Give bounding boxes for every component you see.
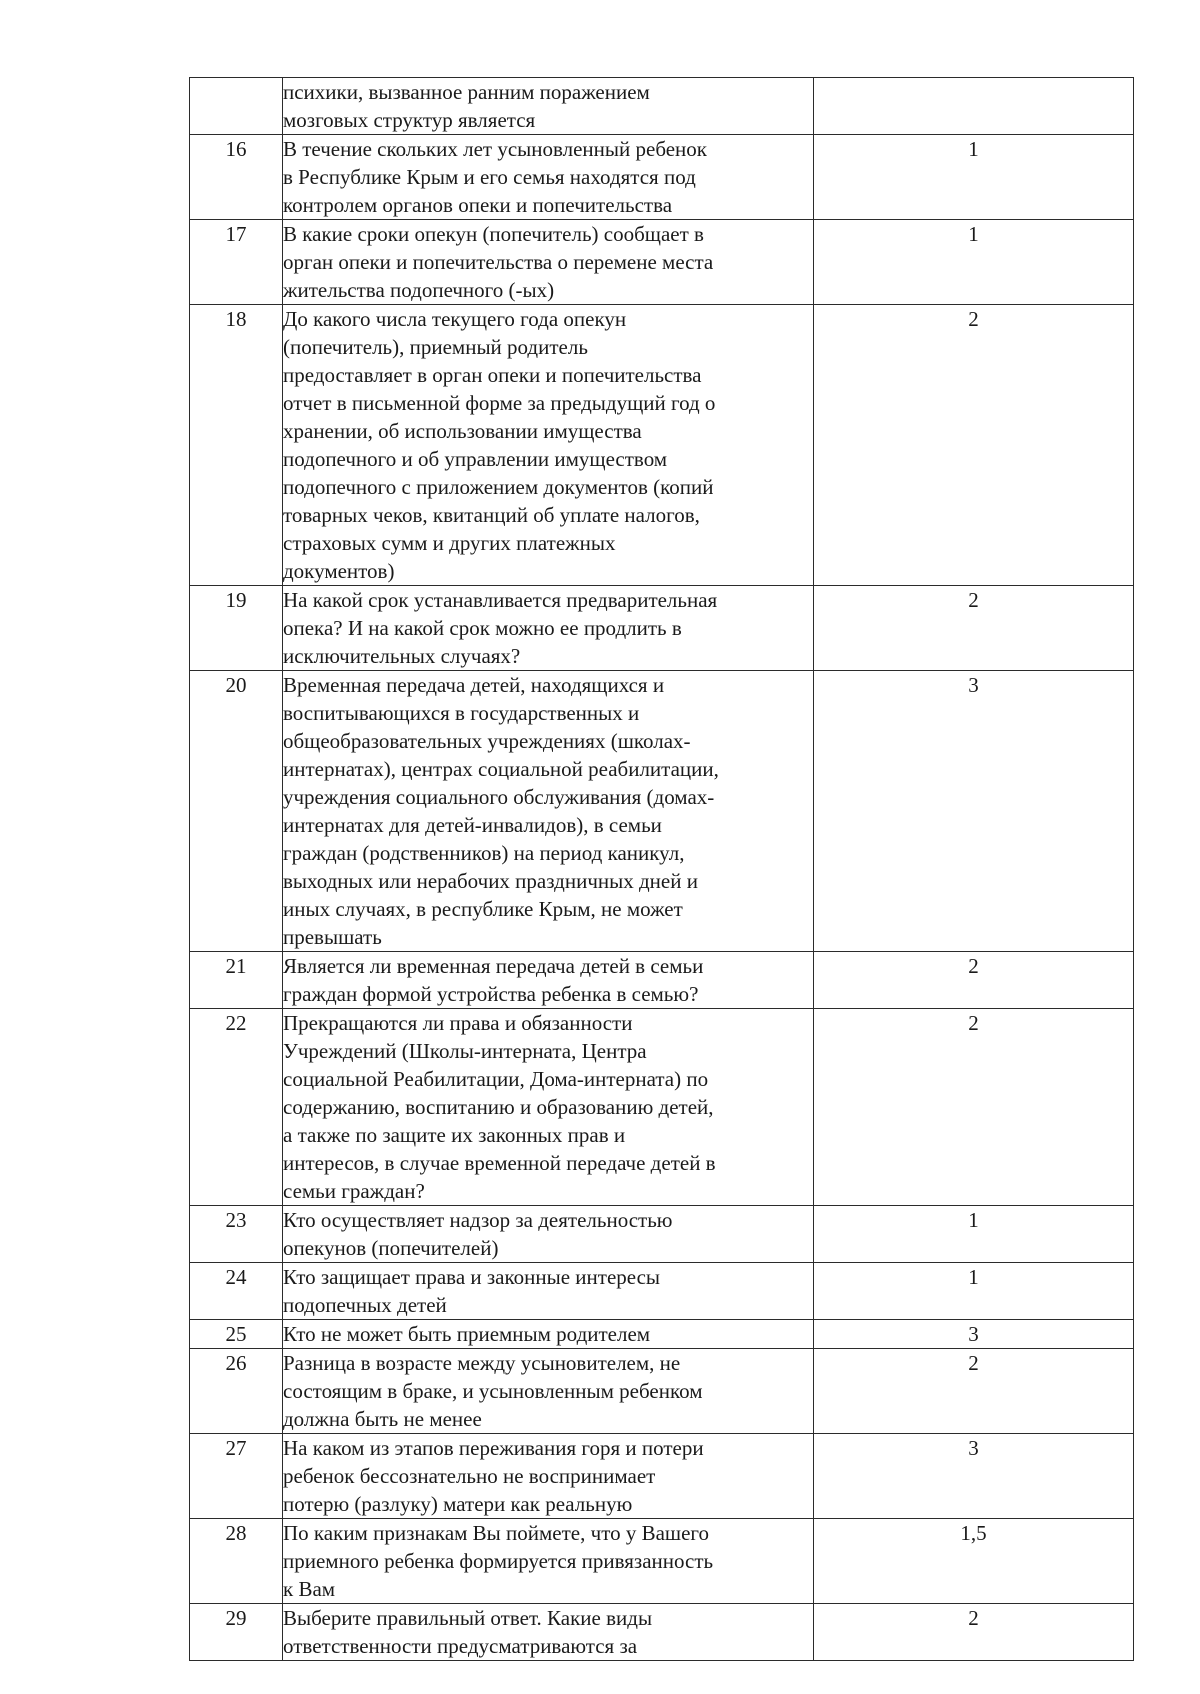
- question-number-cell: [190, 1604, 283, 1661]
- question-text-cell: [283, 1604, 814, 1661]
- question-text: Выберите правильный ответ. Какие виды ответственности предусматриваются за: [283, 1606, 653, 1658]
- points-cell: [814, 1434, 1134, 1519]
- points-value: 2: [968, 588, 979, 612]
- points-value: 2: [968, 954, 979, 978]
- table-row: [190, 1349, 1134, 1434]
- table-row: [190, 135, 1134, 220]
- table-row: [190, 1604, 1134, 1661]
- table-row: [190, 952, 1134, 1009]
- question-number-cell: [190, 586, 283, 671]
- points-cell: [814, 671, 1134, 952]
- table-row: [190, 78, 1134, 135]
- points-cell: [814, 78, 1134, 135]
- question-number: 21: [225, 954, 247, 978]
- question-number: 29: [225, 1606, 247, 1630]
- question-number: 27: [225, 1436, 247, 1460]
- points-value: 1: [968, 1265, 979, 1289]
- table-row: [190, 1009, 1134, 1206]
- question-text: Является ли временная передача детей в семьи граждан формой устройства ребенка в семью?: [283, 954, 704, 1006]
- points-cell: [814, 1519, 1134, 1604]
- points-cell: [814, 1263, 1134, 1320]
- question-number-cell: [190, 1434, 283, 1519]
- question-text: В течение скольких лет усыновленный ребенок в Республике Крым и его семья находятся под контролем органов опеки и попечительства: [283, 137, 707, 217]
- question-text: Разница в возрасте между усыновителем, не состоящим в браке, и усыновленным ребенком должна быть не менее: [283, 1351, 703, 1431]
- question-number: 25: [225, 1322, 247, 1346]
- question-text-cell: [283, 952, 814, 1009]
- question-number-cell: [190, 78, 283, 135]
- question-text: психики, вызванное ранним поражением мозговых структур является: [283, 80, 650, 132]
- question-number-cell: [190, 1009, 283, 1206]
- question-number-cell: [190, 305, 283, 586]
- points-value: 1: [968, 222, 979, 246]
- question-text-cell: [283, 586, 814, 671]
- points-value: 2: [968, 307, 979, 331]
- question-text-cell: [283, 1206, 814, 1263]
- table-row: [190, 1434, 1134, 1519]
- points-cell: [814, 1320, 1134, 1349]
- question-number-cell: [190, 671, 283, 952]
- points-cell: [814, 305, 1134, 586]
- question-number: 16: [225, 137, 247, 161]
- question-number: 26: [225, 1351, 247, 1375]
- question-text-cell: [283, 1349, 814, 1434]
- points-cell: [814, 220, 1134, 305]
- question-number-cell: [190, 135, 283, 220]
- question-text: Кто не может быть приемным родителем: [283, 1322, 651, 1346]
- table-row: [190, 1320, 1134, 1349]
- question-number-cell: [190, 1349, 283, 1434]
- points-cell: [814, 1349, 1134, 1434]
- points-cell: [814, 1009, 1134, 1206]
- question-number-cell: [190, 220, 283, 305]
- table-row: [190, 1519, 1134, 1604]
- question-number-cell: [190, 1263, 283, 1320]
- points-value: 3: [968, 1322, 979, 1346]
- question-text: По каким признакам Вы поймете, что у Вашего приемного ребенка формируется привязанность к Вам: [283, 1521, 714, 1601]
- question-text-cell: [283, 1263, 814, 1320]
- points-cell: [814, 135, 1134, 220]
- question-text-cell: [283, 671, 814, 952]
- question-number: 17: [225, 222, 247, 246]
- question-number: 23: [225, 1208, 247, 1232]
- question-text-cell: [283, 1519, 814, 1604]
- question-number: 24: [225, 1265, 247, 1289]
- question-text: Временная передача детей, находящихся и воспитывающихся в государственных и общеобразовательных учреждениях (школах- интернатах), центрах социальной реабилитации, учреждения социального обслуживания (домах- интернатах для детей-инвалидов), в семьи граждан (родственников) на период каникул, выходных или нерабочих праздничных дней и иных случаях, в республике Крым, не может превышать: [283, 673, 719, 949]
- question-text-cell: [283, 220, 814, 305]
- question-number-cell: [190, 1320, 283, 1349]
- points-cell: [814, 1206, 1134, 1263]
- points-value: 3: [968, 673, 979, 697]
- question-number: 18: [225, 307, 247, 331]
- table-row: [190, 1206, 1134, 1263]
- points-value: 2: [968, 1011, 979, 1035]
- points-value: 1,5: [960, 1521, 987, 1545]
- points-cell: [814, 586, 1134, 671]
- questions-table: [189, 77, 1134, 1661]
- points-value: 3: [968, 1436, 979, 1460]
- points-value: 2: [968, 1351, 979, 1375]
- question-text-cell: [283, 1434, 814, 1519]
- table-row: [190, 1263, 1134, 1320]
- table-row: [190, 671, 1134, 952]
- points-value: 1: [968, 1208, 979, 1232]
- question-number-cell: [190, 1519, 283, 1604]
- points-cell: [814, 1604, 1134, 1661]
- question-text: Кто защищает права и законные интересы подопечных детей: [283, 1265, 661, 1317]
- table-row: [190, 220, 1134, 305]
- points-value: 1: [968, 137, 979, 161]
- question-number: 20: [225, 673, 247, 697]
- question-number: 28: [225, 1521, 247, 1545]
- question-number: 19: [225, 588, 247, 612]
- question-text: Кто осуществляет надзор за деятельностью опекунов (попечителей): [283, 1208, 673, 1260]
- points-cell: [814, 952, 1134, 1009]
- question-text-cell: [283, 305, 814, 586]
- question-text: Прекращаются ли права и обязанности Учреждений (Школы-интерната, Центра социальной Реабилитации, Дома-интерната) по содержанию, воспитанию и образованию детей, а также по защите их законных прав и интересов, в случае временной передаче детей в семьи граждан?: [283, 1011, 716, 1203]
- points-value: 2: [968, 1606, 979, 1630]
- questions-table-body: [190, 78, 1134, 1661]
- question-number: 22: [225, 1011, 247, 1035]
- question-text: На каком из этапов переживания горя и потери ребенок бессознательно не воспринимает потерю (разлуку) матери как реальную: [283, 1436, 704, 1516]
- table-row: [190, 305, 1134, 586]
- question-text: В какие сроки опекун (попечитель) сообщает в орган опеки и попечительства о перемене места жительства подопечного (-ых): [283, 222, 714, 302]
- question-text-cell: [283, 1320, 814, 1349]
- question-number-cell: [190, 952, 283, 1009]
- question-text: До какого числа текущего года опекун (попечитель), приемный родитель предоставляет в орган опеки и попечительства отчет в письменной форме за предыдущий год о хранении, об использовании имущества подопечного и об управлении имуществом подопечного с приложением документов (копий товарных чеков, квитанций об уплате налогов, страховых сумм и других платежных документов): [283, 307, 716, 583]
- question-text: На какой срок устанавливается предварительная опека? И на какой срок можно ее продлить в исключительных случаях?: [283, 588, 718, 668]
- question-text-cell: [283, 1009, 814, 1206]
- question-text-cell: [283, 135, 814, 220]
- question-number-cell: [190, 1206, 283, 1263]
- table-row: [190, 586, 1134, 671]
- question-text-cell: [283, 78, 814, 135]
